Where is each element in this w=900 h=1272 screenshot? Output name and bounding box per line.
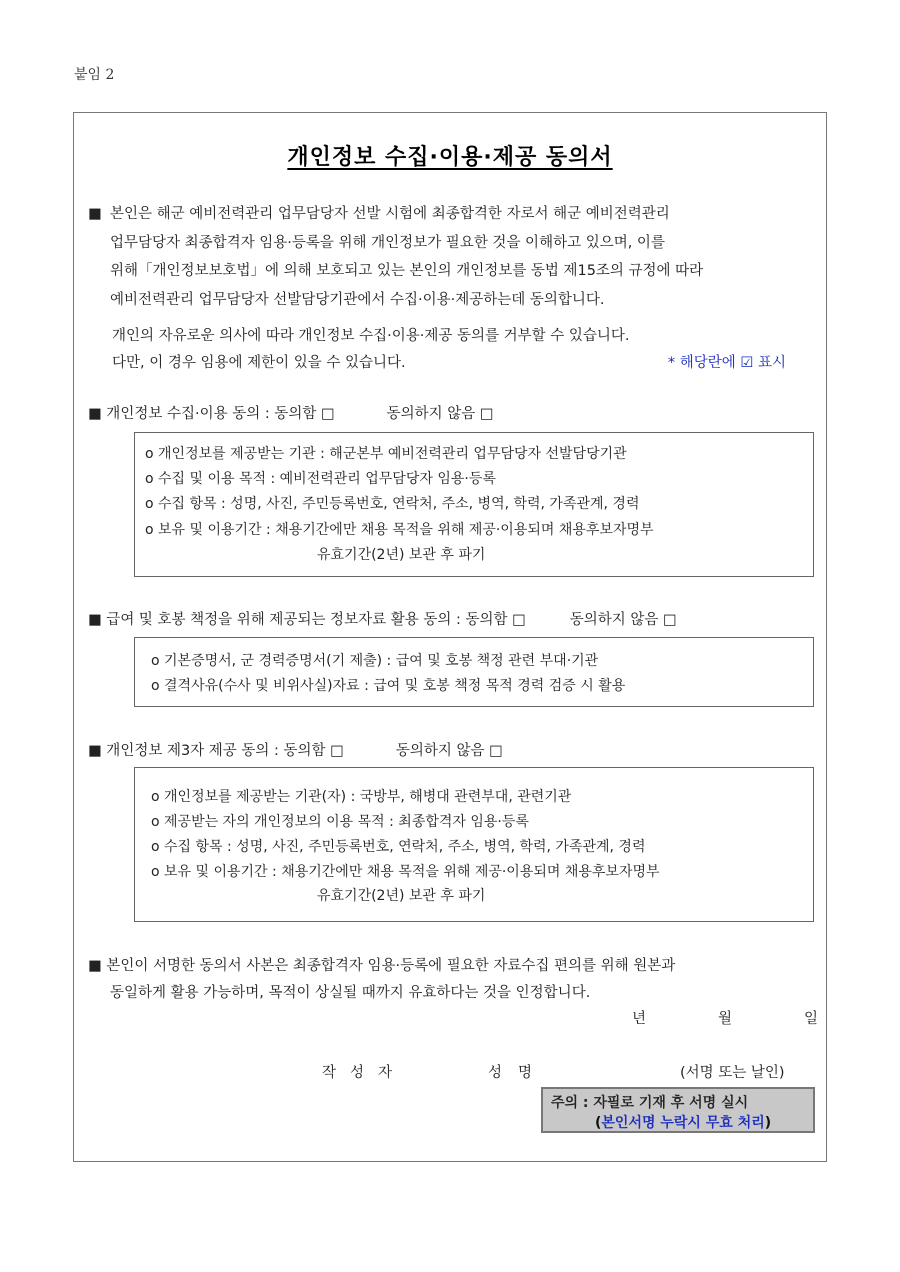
form-title: 개인정보 수집·이용·제공 동의서 [287, 145, 613, 170]
list-item: o 기본증명서, 군 경력증명서(기 제출) : 급여 및 호봉 책정 관련 부대·기관 [151, 653, 599, 669]
date-day[interactable]: 일 [804, 1011, 819, 1027]
signature-hint[interactable]: (서명 또는 날인) [680, 1065, 785, 1081]
intro-paragraph: ■ 본인은 해군 예비전력관리 업무담당자 선발 시험에 최종합격한 자로서 해군 예비전력관리 업무담당자 최종합격자 임용·등록을 위해 개인정보가 필요한 것을 이해하고 있으며, 이를 위해「개인정보보호법」에 의해 보호되고 있는 본인의 개인정보를 동법 제15조의 규정에 따라 예비전력관리 업무담당자 선발담당기관에서 수집·이용·제공하는데 동의합니다. [88, 200, 816, 314]
list-item: o 보유 및 이용기간 : 채용기간에만 채용 목적을 위해 제공·이용되며 채용후보자명부 [151, 864, 660, 880]
section2-details-box [134, 637, 814, 707]
date-year[interactable]: 년 [632, 1011, 647, 1027]
section3-disagree[interactable]: 동의하지 않음 □ [395, 743, 503, 759]
list-item: o 개인정보를 제공받는 기관(자) : 국방부, 해병대 관련부대, 관련기관 [151, 789, 572, 805]
list-item: o 보유 및 이용기간 : 채용기간에만 채용 목적을 위해 제공·이용되며 채용후보자명부 [145, 522, 654, 538]
attachment-label: 붙임 2 [74, 67, 115, 83]
section3-heading: ■ 개인정보 제3자 제공 동의 : 동의함 □ 동의하지 않음 □ [88, 743, 503, 759]
list-item: o 개인정보를 제공받는 기관 : 해군본부 예비전력관리 업무담당자 선발담당기관 [145, 446, 627, 462]
date-fields [632, 1007, 818, 1028]
section3-details-box [134, 767, 814, 922]
section2-heading: ■ 급여 및 호봉 책정을 위해 제공되는 정보자료 활용 동의 : 동의함 □ 동의하지 않음 □ [88, 612, 677, 628]
date-month[interactable]: 월 [718, 1011, 733, 1027]
section1-disagree[interactable]: 동의하지 않음 □ [386, 406, 494, 422]
caution-box [541, 1087, 815, 1133]
list-item: o 수집 항목 : 성명, 사진, 주민등록번호, 연락처, 주소, 병역, 학력, 가족관계, 경력 [145, 496, 640, 512]
section2-disagree[interactable]: 동의하지 않음 □ [569, 612, 677, 628]
list-item: o 결격사유(수사 및 비위사실)자료 : 급여 및 호봉 책정 목적 경력 검증 시 활용 [151, 678, 626, 694]
caution-line2: (본인서명 누락시 무효 처리) [595, 1115, 772, 1131]
list-item-continuation: 유효기간(2년) 보관 후 파기 [317, 547, 486, 563]
bullet-square: ■ [88, 206, 102, 222]
list-item: o 제공받는 자의 개인정보의 이용 목적 : 최종합격자 임용·등록 [151, 814, 529, 830]
section1-details-box [134, 432, 814, 577]
list-item-continuation: 유효기간(2년) 보관 후 파기 [317, 888, 486, 904]
list-item: o 수집 및 이용 목적 : 예비전력관리 업무담당자 임용·등록 [145, 471, 496, 487]
section1-heading: ■ 개인정보 수집·이용 동의 : 동의함 □ 동의하지 않음 □ [88, 406, 494, 422]
writer-label: 작성자 [322, 1065, 407, 1081]
closing-paragraph: ■ 본인이 서명한 동의서 사본은 최종합격자 임용·등록에 필요한 자료수집 편의를 위해 원본과 동일하게 활용 가능하며, 목적이 상실될 때까지 유효하다는 것을 인정합니다. [88, 958, 676, 1001]
caution-line1: 주의 : 자필로 기재 후 서명 실시 [551, 1095, 749, 1111]
list-item: o 수집 항목 : 성명, 사진, 주민등록번호, 연락처, 주소, 병역, 학력, 가족관계, 경력 [151, 839, 646, 855]
name-label[interactable]: 성명 [488, 1065, 549, 1081]
check-mark-instruction: * 해당란에 ☑ 표시 [667, 355, 786, 371]
refusal-notice: 개인의 자유로운 의사에 따라 개인정보 수집·이용·제공 동의를 거부할 수 있습니다. 다만, 이 경우 임용에 제한이 있을 수 있습니다. * 해당란에 ☑ 표시 [112, 323, 802, 377]
